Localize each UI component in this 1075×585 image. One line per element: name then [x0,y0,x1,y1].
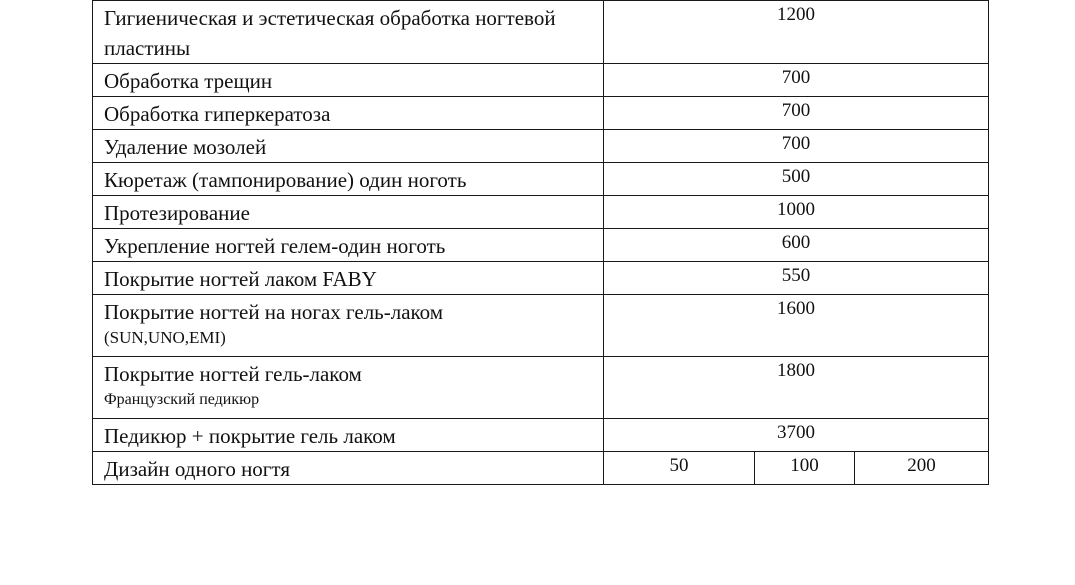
table-row [93,64,989,97]
service-price: 1600 [604,295,989,357]
table-row [93,130,989,163]
design-price-3: 200 [855,452,989,485]
service-name-cell [93,357,604,419]
service-name: Укрепление ногтей гелем-один ноготь [93,229,604,262]
design-price-2: 100 [755,452,855,485]
service-price: 1000 [604,196,989,229]
service-name: Удаление мозолей [93,130,604,163]
service-price: 1200 [604,1,989,64]
service-name: Кюретаж (тампонирование) один ноготь [93,163,604,196]
table-row [93,97,989,130]
service-name: Гигиеническая и эстетическая обработка ногтевой пластины [93,1,604,64]
table-row [93,262,989,295]
table-row [93,419,989,452]
service-note: Французский педикюр [104,391,260,408]
service-name: Дизайн одного ногтя [93,452,604,485]
service-price: 600 [604,229,989,262]
table-row [93,196,989,229]
service-name: Покрытие ногтей гель-лаком [104,362,362,386]
service-price: 700 [604,97,989,130]
table-row [93,1,989,64]
table-row [93,229,989,262]
service-price: 700 [604,130,989,163]
service-price: 1800 [604,357,989,419]
service-name: Протезирование [93,196,604,229]
service-name: Покрытие ногтей лаком FABY [93,262,604,295]
table-row [93,452,989,485]
service-price: 700 [604,64,989,97]
design-price-1: 50 [604,452,755,485]
service-name: Педикюр + покрытие гель лаком [93,419,604,452]
service-note: (SUN,UNO,EMI) [104,328,226,347]
service-name-cell [93,295,604,357]
service-price: 3700 [604,419,989,452]
service-name: Обработка гиперкератоза [93,97,604,130]
service-name: Покрытие ногтей на ногах гель-лаком [104,300,444,324]
table-row [93,295,989,357]
price-table [92,0,989,485]
table-row [93,357,989,419]
table-row [93,163,989,196]
service-price: 500 [604,163,989,196]
service-name: Обработка трещин [93,64,604,97]
service-price: 550 [604,262,989,295]
